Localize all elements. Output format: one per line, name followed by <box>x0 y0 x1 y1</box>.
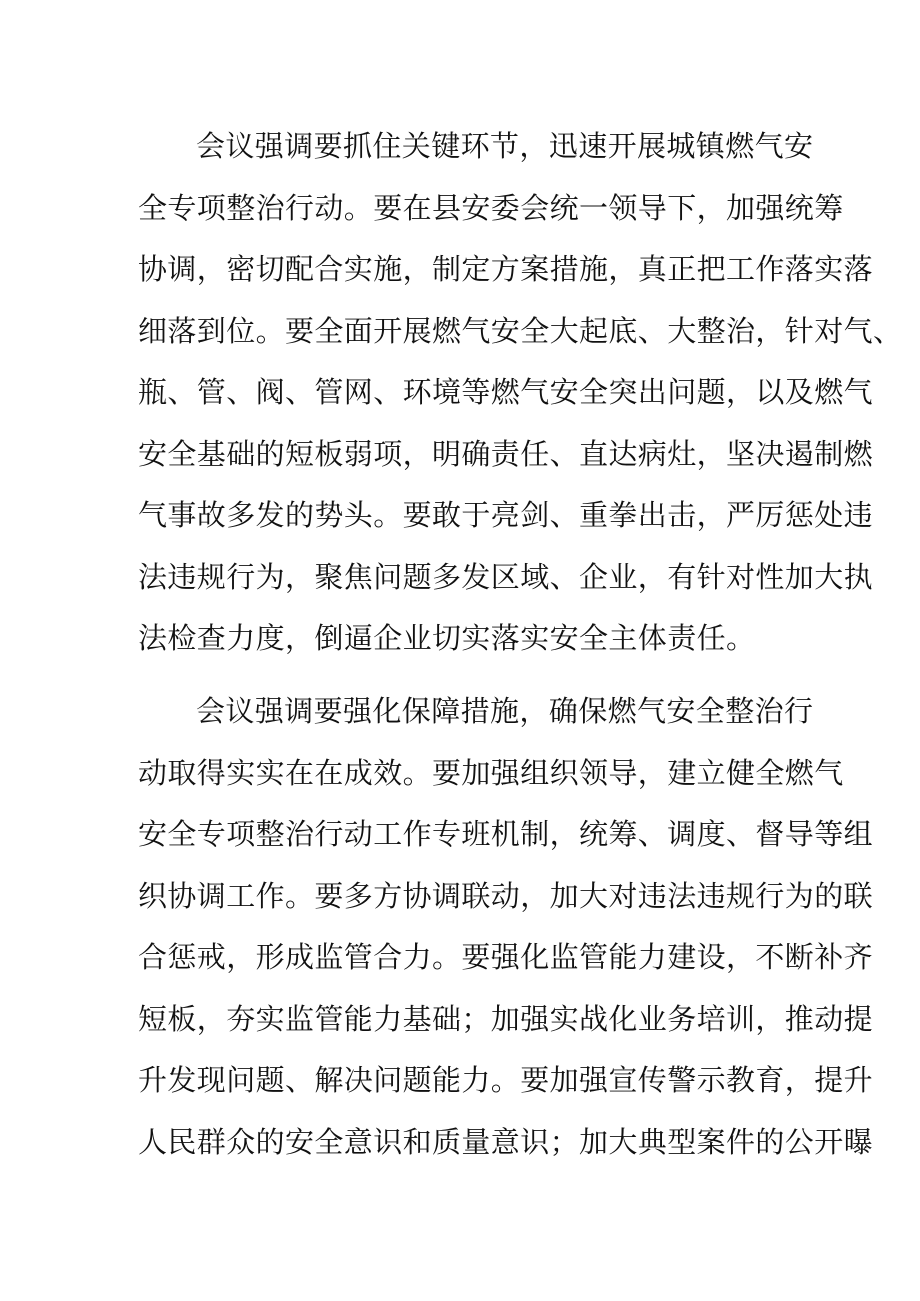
paragraph-line: 合惩戒，形成监管合力。要强化监管能力建设，不断补齐 <box>138 940 874 974</box>
paragraph-line: 全专项整治行动。要在县安委会统一领导下，加强统筹 <box>138 190 844 225</box>
paragraph-line: 会议强调要抓住关键环节，迅速开展城镇燃气安 <box>196 129 814 163</box>
paragraph-line: 细落到位。要全面开展燃气安全大起底、大整治，针对气、 <box>138 313 903 348</box>
paragraph-line: 升发现问题、解决问题能力。要加强宣传警示教育，提升 <box>138 1063 874 1097</box>
paragraph-line: 瓶、管、阀、管网、环境等燃气安全突出问题，以及燃气 <box>138 375 874 409</box>
paragraph-2 <box>138 681 874 1173</box>
paragraph-line: 气事故多发的势头。要敢于亮剑、重拳出击，严厉惩处违 <box>138 498 874 532</box>
paragraph-line: 协调，密切配合实施，制定方案措施，真正把工作落实落 <box>138 252 874 286</box>
paragraph-line: 安全基础的短板弱项，明确责任、直达病灶，坚决遏制燃 <box>138 436 874 471</box>
paragraph-line: 法违规行为，聚焦问题多发区域、企业，有针对性加大执 <box>138 559 874 594</box>
paragraph-1 <box>138 116 903 670</box>
paragraph-line: 法检查力度，倒逼企业切实落实安全主体责任。 <box>138 621 756 655</box>
paragraph-line: 安全专项整治行动工作专班机制，统筹、调度、督导等组 <box>138 817 874 851</box>
paragraph-line: 短板，夯实监管能力基础；加强实战化业务培训，推动提 <box>138 1001 874 1036</box>
paragraph-line: 会议强调要强化保障措施，确保燃气安全整治行 <box>196 694 814 728</box>
paragraph-line: 动取得实实在在成效。要加强组织领导，建立健全燃气 <box>138 755 844 790</box>
paragraph-line: 人民群众的安全意识和质量意识；加大典型案件的公开曝 <box>138 1124 874 1159</box>
paragraph-line: 织协调工作。要多方协调联动，加大对违法违规行为的联 <box>138 878 874 913</box>
